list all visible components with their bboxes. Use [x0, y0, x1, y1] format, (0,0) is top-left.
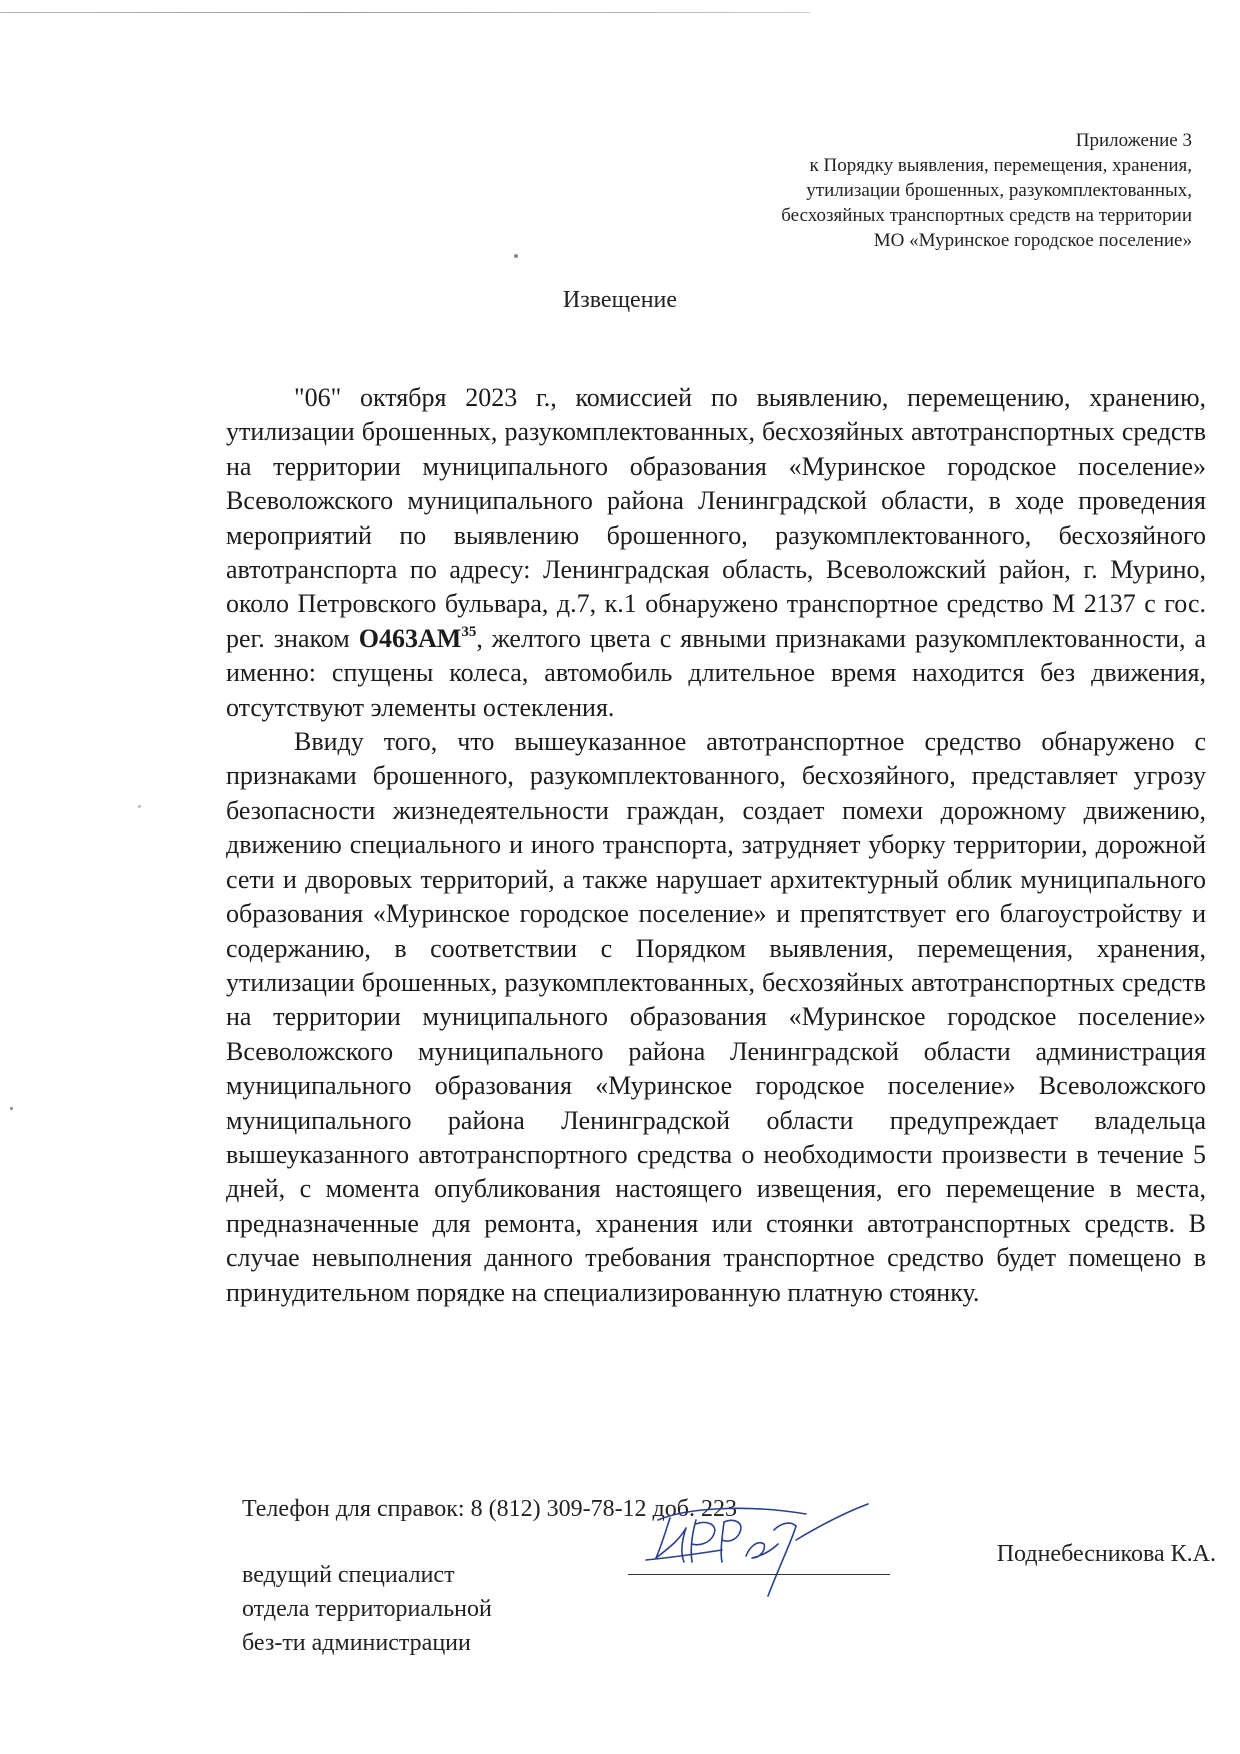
appendix-line: утилизации брошенных, разукомплектованных,: [806, 180, 1192, 201]
scan-speck: [514, 254, 518, 258]
scan-edge-line: [0, 12, 810, 13]
scan-speck: [10, 1107, 13, 1110]
position-line: отдела территориальной: [242, 1596, 492, 1622]
paragraph-finding-text: "06" октября 2023 г., комиссией по выявлению, перемещению, хранению, утилизации брошенных, разукомплектованных, бесхозяйных автотранспортных средств на территории муниципального образования «Муринское городское поселение» Всеволожского муниципального района Ленинградской области, в ходе проведения мероприятий по выявлению брошенного, разукомплектованного, бесхозяйного автотранспорта по адресу: Ленинградская область, Всеволожский район, г. Мурино, около Петровского бульвара, д.7, к.1 обнаружено транспортное средство М 2137 с гос. рег. знаком: [226, 383, 1206, 653]
appendix-line: к Порядку выявления, перемещения, хранения,: [809, 155, 1192, 176]
scan-speck: [138, 805, 141, 808]
paragraph-finding-text-end: , желтого цвета с явными признаками разукомплектованности, а именно: спущены колеса, автомобиль длительное время находится без движения, отсутствуют элементы остекления.: [226, 623, 1207, 722]
position-line: без-ти администрации: [242, 1630, 471, 1656]
handwritten-signature: [626, 1500, 896, 1610]
phone-info: Телефон для справок: 8 (812) 309-78-12 доб. 223: [242, 1496, 737, 1522]
appendix-line: бесхозяйных транспортных средств на территории: [781, 205, 1192, 226]
license-plate-number: О463АМ: [358, 623, 462, 653]
appendix-line: Приложение 3: [1075, 130, 1192, 151]
document-title: Извещение: [562, 287, 678, 313]
appendix-line: МО «Муринское городское поселение»: [873, 230, 1192, 251]
signature-line: [628, 1574, 890, 1575]
signer-name: Поднебесникова К.А.: [996, 1541, 1216, 1567]
license-plate-region: 35: [461, 623, 477, 640]
signer-position: [242, 1558, 492, 1660]
paragraph-warning: Ввиду того, что вышеуказанное автотранспортное средство обнаружено с признаками брошенного, разукомплектованного, бесхозяйного, представляет угрозу безопасности жизнедеятельности граждан, создает помехи дорожному движению, движению специального и иного транспорта, затрудняет уборку территории, дорожной сети и дворовых территорий, а также нарушает архитектурный облик муниципального образования «Муринское городское поселение» и препятствует его благоустройству и содержанию, в соответствии с Порядком выявления, перемещения, хранения, утилизации брошенных, разукомплектованных, бесхозяйных автотранспортных средств на территории муниципального образования «Муринское городское поселение» Всеволожского муниципального района Ленинградской области администрация муниципального образования «Муринское городское поселение» Всеволожского муниципального района Ленинградской области предупреждает владельца вышеуказанного автотранспортного средства о необходимости произвести в течение 5 дней, с момента опубликования настоящего извещения, его перемещение в места, предназначенные для ремонта, хранения или стоянки автотранспортных средств. В случае невыполнения данного требования транспортное средство будет помещено в принудительном порядке на специализированную платную стоянку.: [226, 727, 1206, 1307]
license-plate: [359, 624, 477, 653]
notice-body: [226, 381, 1206, 1310]
appendix-header: [781, 128, 1192, 253]
paragraph-finding: [226, 381, 1206, 725]
position-line: ведущий специалист: [242, 1562, 455, 1588]
